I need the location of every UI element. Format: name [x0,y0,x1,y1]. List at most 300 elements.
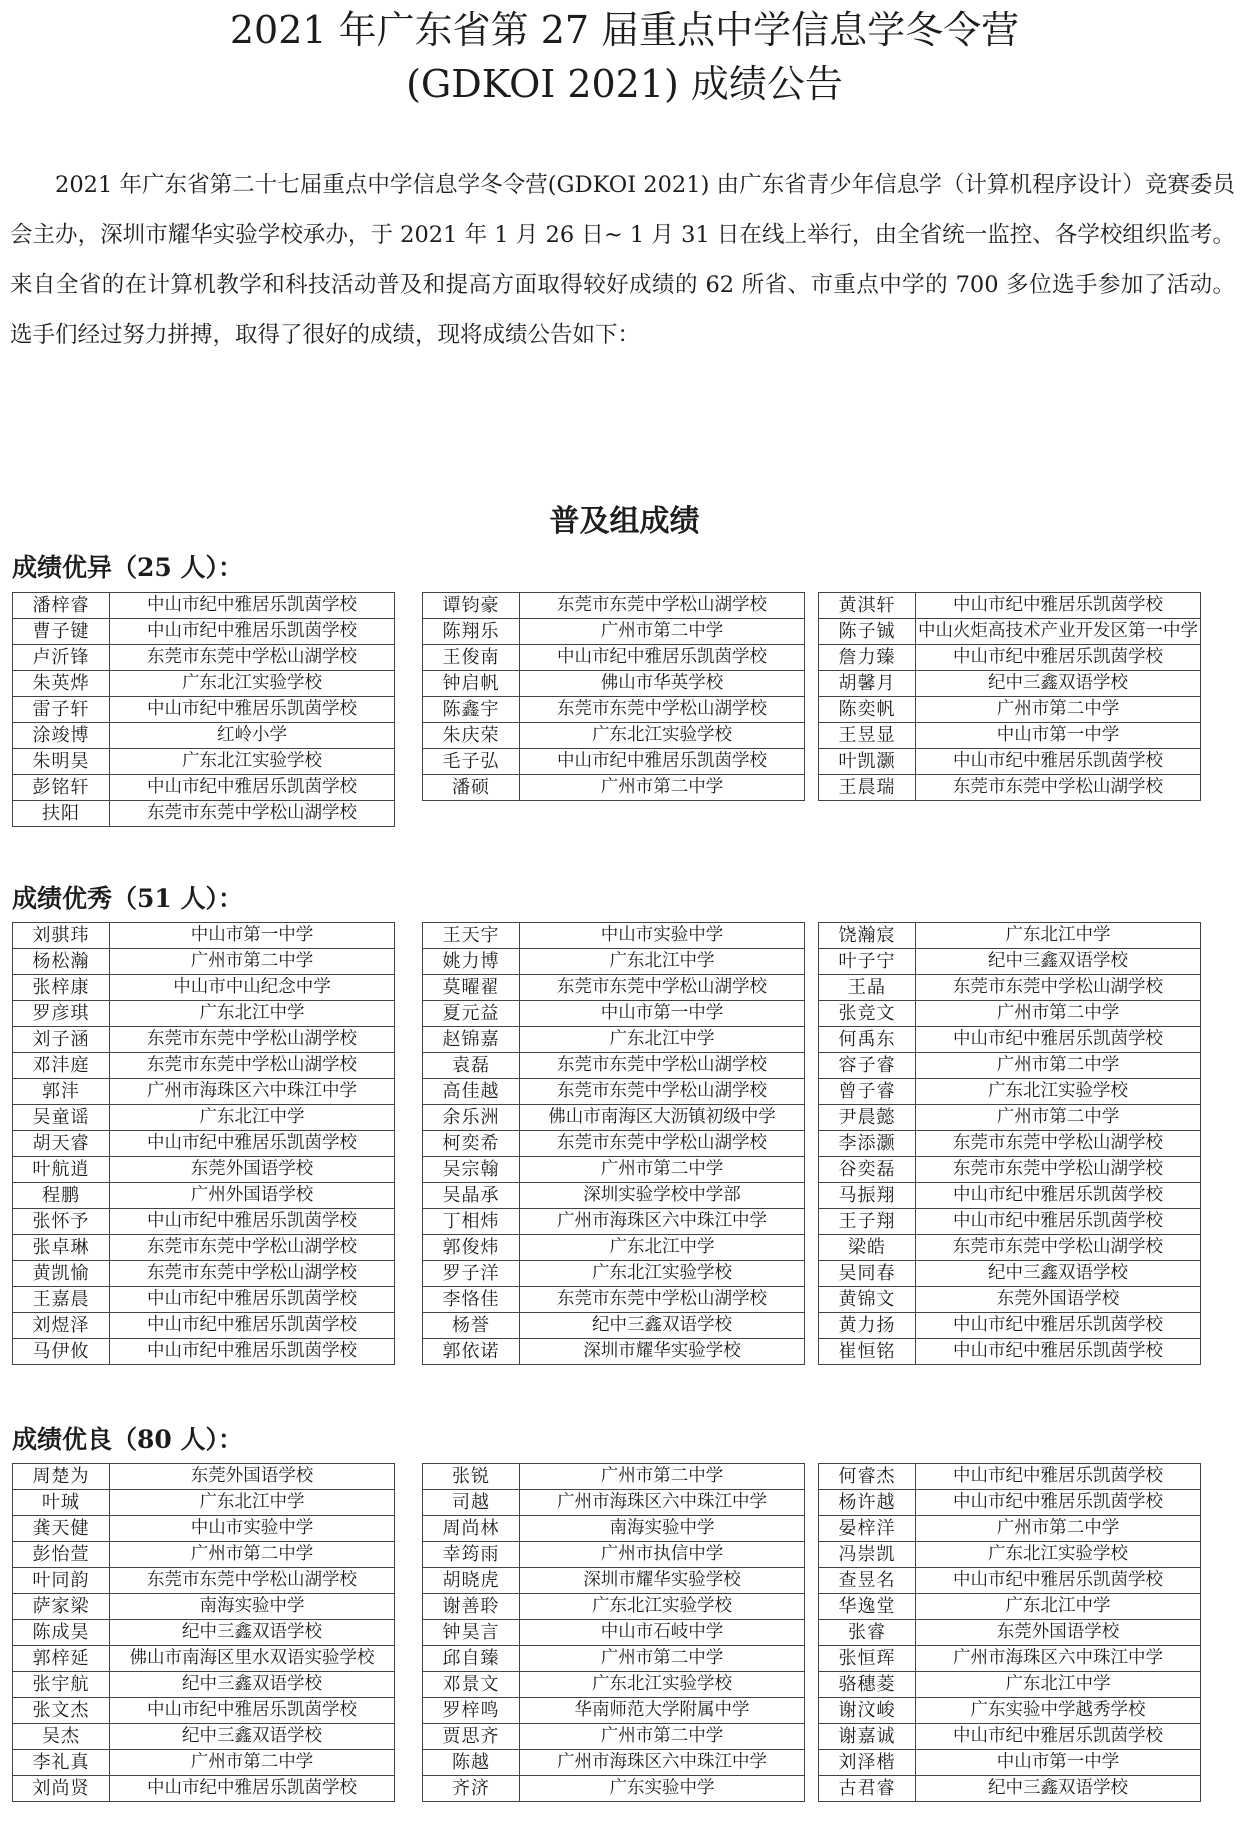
school-name: 广东北江实验学校 [520,1261,805,1287]
school-name: 纪中三鑫双语学校 [916,671,1201,697]
table-row [423,1001,805,1027]
results-table [818,1463,1201,1802]
table-row [819,671,1201,697]
school-name: 纪中三鑫双语学校 [110,1672,395,1698]
school-name: 红岭小学 [110,723,395,749]
school-name: 中山市纪中雅居乐凯茵学校 [916,1339,1201,1365]
school-name: 广州市第二中学 [520,1157,805,1183]
category-label-outstanding: 成绩优秀（51 人）： [12,884,243,913]
student-name: 赵锦嘉 [423,1027,520,1053]
school-name: 佛山市南海区里水双语实验学校 [110,1646,395,1672]
student-name: 幸筠雨 [423,1542,520,1568]
table-row [13,593,395,619]
table-row [13,1339,395,1365]
table-row [13,1776,395,1802]
student-name: 晏梓洋 [819,1516,916,1542]
table-row [423,1776,805,1802]
intro-paragraph: 2021 年广东省第二十七届重点中学信息学冬令营(GDKOI 2021) 由广东省青少年信息学（计算机程序设计）竞赛委员会主办，深圳市耀华实验学校承办，于 2021 年 1 月 26 日~ 1 月 31 日在线上举行，由全省统一监控、各学校组织监考。来自全省的在计算机教学和科技活动普及和提高方面取得较好成绩的 62 所省、市重点中学的 700 多位选手参加了活动。选手们经过努力拼搏，取得了很好的成绩，现将成绩公告如下： [10,172,1235,348]
school-name: 中山市第一中学 [110,923,395,949]
school-name: 东莞市东莞中学松山湖学校 [916,1157,1201,1183]
school-name: 纪中三鑫双语学校 [520,1313,805,1339]
student-name: 罗子洋 [423,1261,520,1287]
table-row [13,1079,395,1105]
student-name: 叶凯灏 [819,749,916,775]
table-row [819,1313,1201,1339]
student-name: 吴童谣 [13,1105,110,1131]
student-name: 崔恒铭 [819,1339,916,1365]
student-name: 邓景文 [423,1672,520,1698]
school-name: 中山市第一中学 [916,723,1201,749]
school-name: 广东北江实验学校 [110,671,395,697]
student-name: 陈奕帆 [819,697,916,723]
school-name: 广东北江中学 [520,1027,805,1053]
school-name: 东莞市东莞中学松山湖学校 [916,775,1201,801]
student-name: 杨松瀚 [13,949,110,975]
student-name: 潘梓睿 [13,593,110,619]
table-row [13,1620,395,1646]
school-name: 广东北江中学 [110,1105,395,1131]
school-name: 东莞市东莞中学松山湖学校 [520,975,805,1001]
table-row [13,1750,395,1776]
school-name: 纪中三鑫双语学校 [916,949,1201,975]
school-name: 中山市纪中雅居乐凯茵学校 [916,1490,1201,1516]
table-row [423,1209,805,1235]
school-name: 广州市第二中学 [916,1001,1201,1027]
student-name: 周尚林 [423,1516,520,1542]
student-name: 涂竣博 [13,723,110,749]
school-name: 深圳市耀华实验学校 [520,1339,805,1365]
results-table [12,922,395,1365]
school-name: 中山市纪中雅居乐凯茵学校 [916,593,1201,619]
student-name: 谷奕磊 [819,1157,916,1183]
school-name: 广东北江实验学校 [520,1594,805,1620]
table-row [423,1698,805,1724]
table-row [819,1568,1201,1594]
student-name: 罗梓鸣 [423,1698,520,1724]
student-name: 吴晶承 [423,1183,520,1209]
school-name: 纪中三鑫双语学校 [916,1776,1201,1802]
table-row [13,723,395,749]
results-table [422,1463,805,1802]
student-name: 刘骐玮 [13,923,110,949]
student-name: 叶珹 [13,1490,110,1516]
school-name: 东莞市东莞中学松山湖学校 [110,801,395,827]
table-row [819,593,1201,619]
table-row [13,975,395,1001]
school-name: 广东北江实验学校 [110,749,395,775]
school-name: 中山市纪中雅居乐凯茵学校 [110,1698,395,1724]
student-name: 骆穗菱 [819,1672,916,1698]
school-name: 中山市纪中雅居乐凯茵学校 [916,1724,1201,1750]
school-name: 东莞市东莞中学松山湖学校 [110,1261,395,1287]
table-row [423,1339,805,1365]
school-name: 东莞市东莞中学松山湖学校 [110,1053,395,1079]
table-row [819,1490,1201,1516]
school-name: 广州市第二中学 [110,1542,395,1568]
student-name: 朱英烨 [13,671,110,697]
school-name: 中山市石岐中学 [520,1620,805,1646]
school-name: 中山市实验中学 [110,1516,395,1542]
table-row [423,1105,805,1131]
table-row [423,1516,805,1542]
student-name: 吴同春 [819,1261,916,1287]
school-name: 东莞外国语学校 [110,1464,395,1490]
table-row [13,697,395,723]
student-name: 张宇航 [13,1672,110,1698]
school-name: 广州市第二中学 [520,1464,805,1490]
table-row [423,645,805,671]
student-name: 李恪佳 [423,1287,520,1313]
student-name: 马伊攸 [13,1339,110,1365]
table-row [13,801,395,827]
student-name: 吴杰 [13,1724,110,1750]
school-name: 广州市海珠区六中珠江中学 [520,1750,805,1776]
results-table [818,922,1201,1365]
table-row [819,1672,1201,1698]
student-name: 郭依诺 [423,1339,520,1365]
student-name: 华逸堂 [819,1594,916,1620]
student-name: 龚天健 [13,1516,110,1542]
student-name: 刘尚贤 [13,1776,110,1802]
student-name: 邓沣庭 [13,1053,110,1079]
school-name: 广州市海珠区六中珠江中学 [520,1209,805,1235]
table-row [819,1750,1201,1776]
student-name: 李添灏 [819,1131,916,1157]
school-name: 纪中三鑫双语学校 [110,1620,395,1646]
student-name: 刘煜泽 [13,1313,110,1339]
table-row [819,1209,1201,1235]
table-row [423,593,805,619]
student-name: 朱明昊 [13,749,110,775]
table-row [819,749,1201,775]
school-name: 中山市第一中学 [520,1001,805,1027]
student-name: 陈越 [423,1750,520,1776]
table-row [13,1183,395,1209]
table-row [423,1542,805,1568]
table-row [13,1261,395,1287]
school-name: 中山市第一中学 [916,1750,1201,1776]
table-row [13,645,395,671]
student-name: 王晶 [819,975,916,1001]
school-name: 中山市纪中雅居乐凯茵学校 [916,1027,1201,1053]
table-row [423,1027,805,1053]
school-name: 东莞市东莞中学松山湖学校 [110,1235,395,1261]
school-name: 中山市纪中雅居乐凯茵学校 [916,645,1201,671]
student-name: 钟昊言 [423,1620,520,1646]
school-name: 广州市第二中学 [520,775,805,801]
student-name: 尹晨懿 [819,1105,916,1131]
school-name: 中山市纪中雅居乐凯茵学校 [110,697,395,723]
table-row [819,1464,1201,1490]
results-table [12,592,395,827]
table-row [423,749,805,775]
table-row [13,1594,395,1620]
school-name: 中山市纪中雅居乐凯茵学校 [110,1313,395,1339]
table-row [819,1053,1201,1079]
student-name: 高佳越 [423,1079,520,1105]
school-name: 中山市纪中雅居乐凯茵学校 [110,775,395,801]
table-row [423,1568,805,1594]
student-name: 王晨瑞 [819,775,916,801]
student-name: 查昱名 [819,1568,916,1594]
student-name: 叶同韵 [13,1568,110,1594]
student-name: 莫曜翟 [423,975,520,1001]
student-name: 萨家梁 [13,1594,110,1620]
category-label-excellent: 成绩优异（25 人）： [12,553,243,582]
student-name: 陈成昊 [13,1620,110,1646]
student-name: 贾思齐 [423,1724,520,1750]
student-name: 陈子铖 [819,619,916,645]
table-row [423,697,805,723]
student-name: 张卓琳 [13,1235,110,1261]
table-row [423,1464,805,1490]
school-name: 广州市海珠区六中珠江中学 [520,1490,805,1516]
table-row [819,775,1201,801]
table-row [423,923,805,949]
student-name: 王俊南 [423,645,520,671]
student-name: 彭铭轩 [13,775,110,801]
student-name: 马振翔 [819,1183,916,1209]
table-row [819,1157,1201,1183]
student-name: 王天宇 [423,923,520,949]
school-name: 中山市纪中雅居乐凯茵学校 [110,1131,395,1157]
school-name: 佛山市华英学校 [520,671,805,697]
student-name: 王昱显 [819,723,916,749]
school-name: 东莞市东莞中学松山湖学校 [520,697,805,723]
student-name: 陈鑫宇 [423,697,520,723]
student-name: 胡晓虎 [423,1568,520,1594]
school-name: 东莞市东莞中学松山湖学校 [110,1568,395,1594]
table-row [13,619,395,645]
school-name: 纪中三鑫双语学校 [916,1261,1201,1287]
table-row [819,1724,1201,1750]
student-name: 陈翔乐 [423,619,520,645]
student-name: 饶瀚宸 [819,923,916,949]
student-name: 刘泽楷 [819,1750,916,1776]
school-name: 广州市第二中学 [916,1105,1201,1131]
student-name: 黄力扬 [819,1313,916,1339]
table-row [819,1183,1201,1209]
table-row [13,1001,395,1027]
school-name: 广东实验中学越秀学校 [916,1698,1201,1724]
student-name: 张恒珲 [819,1646,916,1672]
results-table [12,1463,395,1802]
student-name: 梁皓 [819,1235,916,1261]
student-name: 郭沣 [13,1079,110,1105]
school-name: 东莞市东莞中学松山湖学校 [520,1053,805,1079]
school-name: 华南师范大学附属中学 [520,1698,805,1724]
school-name: 东莞外国语学校 [110,1157,395,1183]
school-name: 广东北江中学 [520,1235,805,1261]
school-name: 广东北江实验学校 [916,1079,1201,1105]
table-row [13,1490,395,1516]
table-row [13,1027,395,1053]
table-row [819,1620,1201,1646]
table-row [13,1542,395,1568]
table-row [423,1235,805,1261]
school-name: 东莞市东莞中学松山湖学校 [110,645,395,671]
student-name: 容子睿 [819,1053,916,1079]
school-name: 中山市纪中雅居乐凯茵学校 [916,1313,1201,1339]
table-row [819,645,1201,671]
table-row [423,1490,805,1516]
table-row [13,1105,395,1131]
table-row [819,1001,1201,1027]
school-name: 中山市纪中雅居乐凯茵学校 [916,1183,1201,1209]
table-row [13,1568,395,1594]
school-name: 佛山市南海区大沥镇初级中学 [520,1105,805,1131]
table-row [819,1698,1201,1724]
table-row [423,1079,805,1105]
table-row [819,697,1201,723]
table-row [13,923,395,949]
school-name: 中山市纪中雅居乐凯茵学校 [520,749,805,775]
school-name: 中山市纪中雅居乐凯茵学校 [110,1776,395,1802]
school-name: 中山市纪中雅居乐凯茵学校 [916,749,1201,775]
student-name: 罗彦琪 [13,1001,110,1027]
student-name: 郭梓延 [13,1646,110,1672]
student-name: 胡馨月 [819,671,916,697]
student-name: 谢善聆 [423,1594,520,1620]
table-row [819,1027,1201,1053]
table-row [13,1235,395,1261]
table-row [423,1157,805,1183]
student-name: 冯崇凯 [819,1542,916,1568]
school-name: 广州市第二中学 [520,619,805,645]
school-name: 中山市纪中雅居乐凯茵学校 [916,1209,1201,1235]
school-name: 东莞外国语学校 [916,1287,1201,1313]
student-name: 李礼真 [13,1750,110,1776]
student-name: 周楚为 [13,1464,110,1490]
school-name: 广州市第二中学 [916,1053,1201,1079]
table-row [13,1287,395,1313]
school-name: 东莞外国语学校 [916,1620,1201,1646]
student-name: 谢嘉诚 [819,1724,916,1750]
table-row [423,723,805,749]
student-name: 王子翔 [819,1209,916,1235]
school-name: 中山市中山纪念中学 [110,975,395,1001]
section-title: 普及组成绩 [549,504,700,539]
table-row [13,1646,395,1672]
student-name: 张怀予 [13,1209,110,1235]
student-name: 邱自臻 [423,1646,520,1672]
table-row [423,1261,805,1287]
table-row [423,949,805,975]
student-name: 柯奕希 [423,1131,520,1157]
results-table [422,592,805,801]
table-row [13,1131,395,1157]
table-row [13,1313,395,1339]
school-name: 中山市纪中雅居乐凯茵学校 [110,1339,395,1365]
student-name: 谭钧豪 [423,593,520,619]
table-row [819,923,1201,949]
table-row [13,1209,395,1235]
table-row [423,1724,805,1750]
table-row [13,1672,395,1698]
school-name: 广东北江实验学校 [520,723,805,749]
school-name: 广东北江实验学校 [520,1672,805,1698]
school-name: 中山市纪中雅居乐凯茵学校 [110,593,395,619]
school-name: 中山市纪中雅居乐凯茵学校 [110,619,395,645]
student-name: 曾子睿 [819,1079,916,1105]
category-label-good: 成绩优良（80 人）： [12,1425,243,1454]
school-name: 中山市实验中学 [520,923,805,949]
student-name: 叶子宁 [819,949,916,975]
student-name: 雷子轩 [13,697,110,723]
table-row [13,775,395,801]
table-row [819,1079,1201,1105]
table-row [819,1594,1201,1620]
table-row [819,1105,1201,1131]
school-name: 广州市海珠区六中珠江中学 [110,1079,395,1105]
school-name: 南海实验中学 [110,1594,395,1620]
student-name: 王嘉晨 [13,1287,110,1313]
page-title-line1: 2021 年广东省第 27 届重点中学信息学冬令营 [229,8,1020,52]
table-row [819,723,1201,749]
school-name: 东莞市东莞中学松山湖学校 [520,1131,805,1157]
student-name: 夏元益 [423,1001,520,1027]
school-name: 南海实验中学 [520,1516,805,1542]
school-name: 广东北江中学 [110,1490,395,1516]
school-name: 东莞市东莞中学松山湖学校 [916,975,1201,1001]
school-name: 广东北江实验学校 [916,1542,1201,1568]
student-name: 张锐 [423,1464,520,1490]
student-name: 詹力臻 [819,645,916,671]
school-name: 广东北江中学 [520,949,805,975]
school-name: 广州市第二中学 [110,949,395,975]
school-name: 东莞市东莞中学松山湖学校 [110,1027,395,1053]
results-table [422,922,805,1365]
school-name: 中山火炬高技术产业开发区第一中学 [916,619,1201,645]
student-name: 吴宗翰 [423,1157,520,1183]
school-name: 中山市纪中雅居乐凯茵学校 [110,1287,395,1313]
table-row [13,1053,395,1079]
table-row [423,1620,805,1646]
student-name: 杨誉 [423,1313,520,1339]
student-name: 司越 [423,1490,520,1516]
student-name: 曹子键 [13,619,110,645]
table-row [819,1646,1201,1672]
school-name: 广东北江中学 [916,923,1201,949]
student-name: 张文杰 [13,1698,110,1724]
student-name: 毛子弘 [423,749,520,775]
school-name: 广州市第二中学 [110,1750,395,1776]
student-name: 卢沂锋 [13,645,110,671]
table-row [423,671,805,697]
school-name: 中山市纪中雅居乐凯茵学校 [916,1464,1201,1490]
table-row [423,975,805,1001]
school-name: 广州市第二中学 [520,1646,805,1672]
school-name: 广州外国语学校 [110,1183,395,1209]
table-row [423,1672,805,1698]
student-name: 程鹏 [13,1183,110,1209]
school-name: 广州市海珠区六中珠江中学 [916,1646,1201,1672]
student-name: 彭怡萱 [13,1542,110,1568]
school-name: 广州市第二中学 [520,1724,805,1750]
school-name: 纪中三鑫双语学校 [110,1724,395,1750]
table-row [423,1183,805,1209]
school-name: 深圳市耀华实验学校 [520,1568,805,1594]
school-name: 东莞市东莞中学松山湖学校 [520,1287,805,1313]
school-name: 广州市执信中学 [520,1542,805,1568]
table-row [819,619,1201,645]
student-name: 齐济 [423,1776,520,1802]
table-row [819,1542,1201,1568]
table-row [819,1339,1201,1365]
student-name: 张竞文 [819,1001,916,1027]
school-name: 中山市纪中雅居乐凯茵学校 [520,645,805,671]
table-row [423,1053,805,1079]
